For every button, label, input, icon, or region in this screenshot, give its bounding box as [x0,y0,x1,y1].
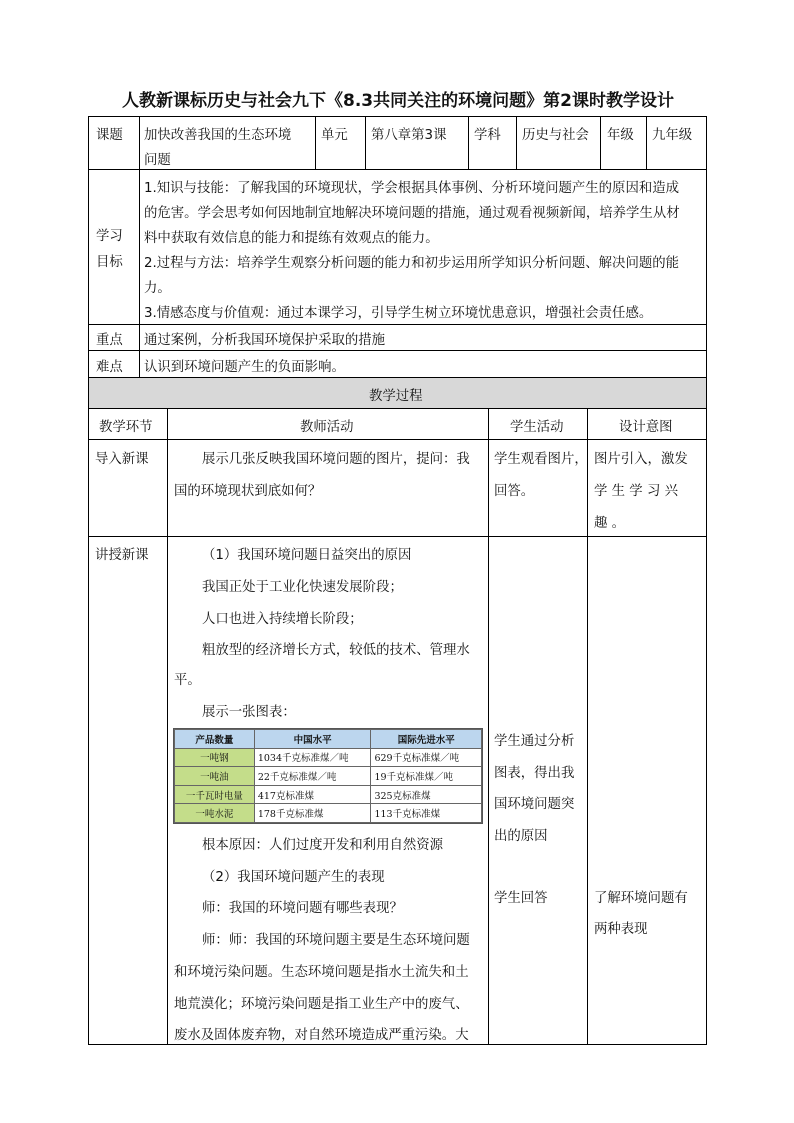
table-border [600,116,601,169]
intro-intent: 趣 。 [594,516,626,531]
intro-teacher: 展示几张反映我国环境问题的图片，提问：我 [202,452,470,467]
table-border [88,169,707,170]
table-border [88,1044,707,1045]
goal-line: 料中获取有效信息的能力和提练有效观点的能力。 [144,231,439,246]
table-cell: 178千克标准煤 [254,804,371,823]
goal-line: 1.知识与技能：了解我国的环境现状，学会根据具体事例、分析环境问题产生的原因和造成 [144,181,680,196]
lecture-line: （2）我国环境问题产生的表现 [202,870,385,885]
lecture-line: 粗放型的经济增长方式，较低的技术、管理水 [202,643,470,658]
goals-label: 学习 [96,229,123,244]
energy-consumption-table [173,728,483,824]
table-header: 中国水平 [254,730,371,749]
table-border [516,116,517,169]
table-cell: 一千瓦时电量 [175,785,255,804]
table-border [88,536,707,537]
intro-teacher: 国的环境现状到底如何？ [174,484,322,499]
lecture-line: 平。 [174,673,201,688]
goal-line: 的危害。学会思考如何因地制宜地解决环境问题的措施，通过观看视频新闻，培养学生从材 [144,206,680,221]
col-stage: 教学环节 [99,420,153,435]
table-border [646,116,647,169]
table-cell: 19千克标准煤／吨 [371,767,482,786]
lecture-line: 人口也进入持续增长阶段； [202,612,363,627]
table-border [88,116,89,1045]
table-border [88,324,707,325]
key-point-text: 通过案例，分析我国环境保护采取的措施 [144,333,386,348]
lecture-line: 我国正处于工业化快速发展阶段； [202,580,403,595]
table-border [139,116,140,377]
table-header: 国际先进水平 [371,730,482,749]
process-header: 教学过程 [369,389,423,404]
lecture-intent: 了解环境问题有 [594,891,688,906]
table-row [175,767,482,786]
grade-label: 年级 [607,128,634,143]
intro-student: 学生观看图片， [494,452,588,467]
topic-value: 问题 [144,153,171,168]
subject-value: 历史与社会 [522,128,589,143]
lecture-student: 图表，得出我 [494,766,575,781]
table-cell: 1034千克标准煤／吨 [254,748,371,767]
table-border [315,116,316,169]
subject-label: 学科 [474,128,501,143]
table-border [468,116,469,169]
table-border [88,377,707,378]
table-row [175,785,482,804]
table-cell: 22千克标准煤／吨 [254,767,371,786]
intro-stage: 导入新课 [95,452,149,467]
difficulty-label: 难点 [96,360,123,375]
table-border [88,439,707,440]
lecture-student: 学生通过分析 [494,734,575,749]
difficulty-text: 认识到环境问题产生的负面影响。 [144,360,345,375]
document-title: 人教新课标历史与社会九下《8.3共同关注的环境问题》第2课时教学设计 [122,91,674,111]
lecture-line: 展示一张图表： [202,705,296,720]
key-point-label: 重点 [96,333,123,348]
lecture-student: 国环境问题突 [494,797,575,812]
table-header: 产品数量 [175,730,255,749]
table-cell: 113千克标准煤 [371,804,482,823]
table-border [488,408,489,1045]
intro-intent: 图片引入，激发 [594,452,688,467]
table-border [88,408,707,409]
lecture-intent: 两种表现 [594,922,648,937]
grade-value: 九年级 [652,128,693,143]
col-intent: 设计意图 [619,420,673,435]
table-border [167,408,168,1045]
table-border [365,116,366,169]
unit-label: 单元 [321,128,348,143]
lecture-line: 师：师：我国的环境问题主要是生态环境问题 [202,933,470,948]
table-cell: 一吨油 [175,767,255,786]
table-cell: 一吨水泥 [175,804,255,823]
table-cell: 325克标准煤 [371,785,482,804]
lecture-stage: 讲授新课 [95,548,149,563]
col-student: 学生活动 [510,420,564,435]
goal-line: 力。 [144,281,171,296]
lecture-line: 废水及固体废弃物，对自然环境造成严重污染。大 [174,1028,469,1043]
table-border [88,350,707,351]
lecture-line: 根本原因：人们过度开发和利用自然资源 [202,838,444,853]
intro-student: 回答。 [494,484,535,499]
lecture-line: 师：我国的环境问题有哪些表现？ [202,901,403,916]
goal-line: 3.情感态度与价值观：通过本课学习，引导学生树立环境忧患意识，增强社会责任感。 [144,306,653,321]
table-border [706,116,707,1045]
table-cell: 417克标准煤 [254,785,371,804]
table-cell: 一吨钢 [175,748,255,767]
unit-value: 第八章第3课 [371,128,447,143]
table-border [88,116,707,117]
lecture-student: 出的原因 [494,829,548,844]
table-row [175,748,482,767]
goals-label: 目标 [96,255,123,270]
lecture-line: （1）我国环境问题日益突出的原因 [202,548,412,563]
col-teacher: 教师活动 [300,420,354,435]
table-border [587,408,588,1045]
topic-label: 课题 [96,128,123,143]
topic-value: 加快改善我国的生态环境 [144,128,292,143]
lecture-student: 学生回答 [494,891,548,906]
lecture-line: 地荒漠化；环境污染问题是指工业生产中的废气、 [174,997,469,1012]
table-cell: 629千克标准煤／吨 [371,748,482,767]
table-row [175,804,482,823]
goal-line: 2.过程与方法：培养学生观察分析问题的能力和初步运用所学知识分析问题、解决问题的能 [144,256,680,271]
lecture-line: 和环境污染问题。生态环境问题是指水土流失和土 [174,965,469,980]
intro-intent: 学 生 学 习 兴 [594,484,678,499]
